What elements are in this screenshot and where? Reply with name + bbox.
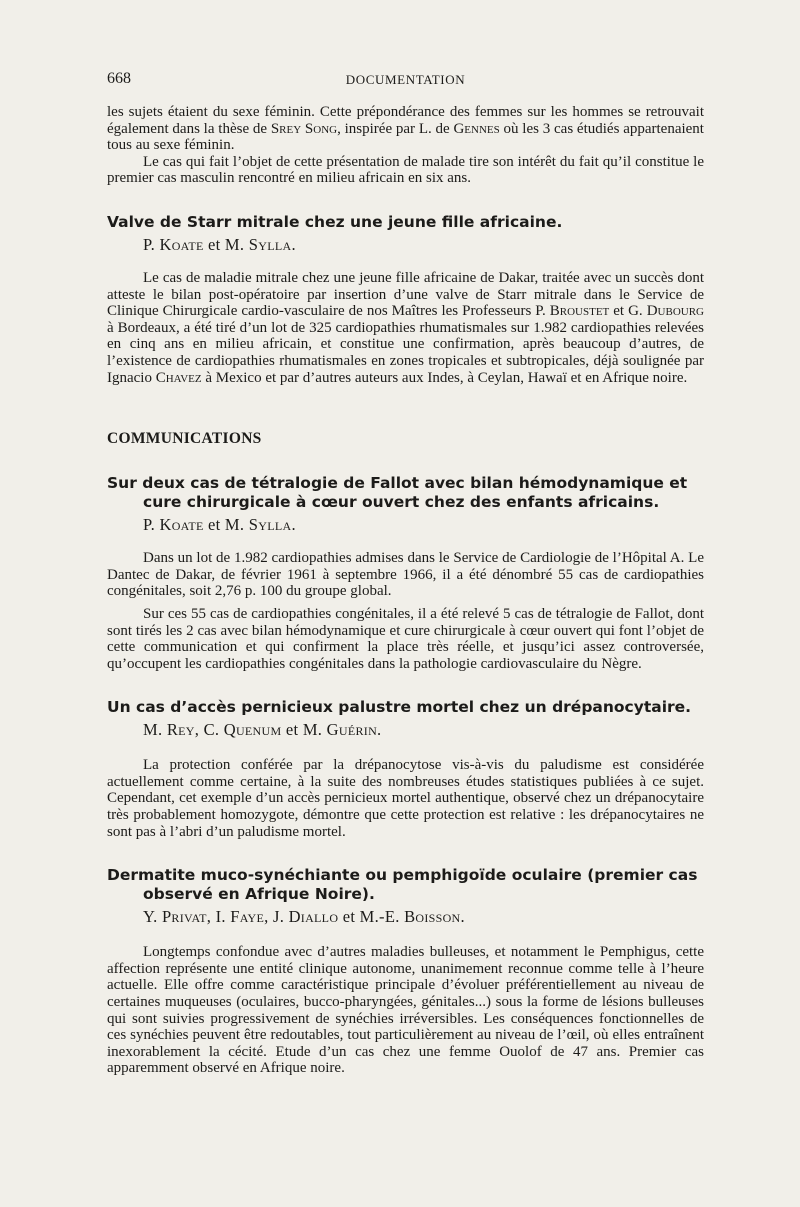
article-authors: P. Koate et M. Sylla. xyxy=(143,234,296,254)
article-title: Sur deux cas de tétralogie de Fallot avec bilan hémodynamique et cure chirurgicale à cœur ouvert chez des enfants africains. xyxy=(107,474,688,512)
article-title: Dermatite muco-synéchiante ou pemphigoïde oculaire (premier cas observé en Afrique Noire). xyxy=(107,866,698,904)
article-authors: P. Koate et M. Sylla. xyxy=(143,515,296,535)
author-name: Gennes xyxy=(453,120,500,137)
article-abstract: Le cas de maladie mitrale chez une jeune fille africaine de Dakar, traitée avec un succès dont atteste le bilan post-opératoire par insertion d’une valve de Starr mitrale dans le Service de Clinique Chirurgicale cardio-vasculaire de nos Maîtres les Professeurs P. Broustet et G. Dubourg à Bordeaux, a été tiré d’un lot de 325 cardiopathies rhumatismales sur 1.982 cardiopathies relevées en cinq ans en milieu africain, et constitue une confirmation, après beaucoup d’autres, de l’existence de cardiopathies rhumatismales en zones tropicales et subtropicales, déjà soulignée par Ignacio Chavez à Mexico et par d’autres auteurs aux Indes, à Ceylan, Hawaï et en Afrique noire. xyxy=(107,269,704,386)
running-head: DOCUMENTATION xyxy=(345,72,466,87)
intro-paragraph-2: Le cas qui fait l’objet de cette présentation de malade tire son intérêt du fait qu’il constitue le premier cas masculin rencontré en milieu africain en six ans. xyxy=(107,153,704,187)
article-title: Un cas d’accès pernicieux palustre mortel chez un drépanocytaire. xyxy=(107,698,692,717)
article-paragraph: Dans un lot de 1.982 cardiopathies admises dans le Service de Cardiologie de l’Hôpital A. Le Dantec de Dakar, de février 1961 à septembre 1966, il a été dénombré 55 cas de cardiopathies congénitales, soit 2,76 p. 100 du groupe global. xyxy=(107,550,704,600)
article-authors: Y. Privat, I. Faye, J. Diallo et M.-E. Boisson. xyxy=(143,907,465,927)
page-header xyxy=(107,70,704,90)
page-body xyxy=(107,104,704,1077)
author-name: Srey Song xyxy=(270,120,338,137)
page-number: 668 xyxy=(107,70,131,87)
article-paragraph: Sur ces 55 cas de cardiopathies congénitales, il a été relevé 5 cas de tétralogie de Fallot, dont sont tirés les 2 cas avec bilan hémodynamique et cure chirurgicale à cœur ouvert qui font l’objet de cette communication et qui confirment la place très réelle, et jusqu’ici assez controversée, qu’occupent les cardiopathies congénitales dans la pathologie cardiovasculaire du Nègre. xyxy=(107,605,704,672)
article-authors: M. Rey, C. Quenum et M. Guérin. xyxy=(143,720,382,740)
article-abstract: La protection conférée par la drépanocytose vis-à-vis du paludisme est considérée actuellement comme certaine, à la suite des nombreuses études statistiques publiées à ce sujet. Cependant, cet exemple d’un accès pernicieux mortel authentique, observé chez un drépanocytaire très probablement homozygote, démontre que cette protection est relative : les drépanocytaires ne sont pas à l’abri d’un paludisme mortel. xyxy=(107,757,704,840)
intro-paragraph-1: les sujets étaient du sexe féminin. Cette prépondérance des femmes sur les hommes se retrouvait également dans la thèse de Srey Song, inspirée par L. de Gennes où les 3 cas étudiés appartenaient tous au sexe féminin. xyxy=(107,104,704,154)
section-heading: COMMUNICATIONS xyxy=(107,430,262,448)
article-abstract: Longtemps confondue avec d’autres maladies bulleuses, et notamment le Pemphigus, cette affection représente une entité clinique autonome, unanimement reconnue comme telle à l’heure actuelle. Elle offre comme caractéristique principale d’évoluer préférentiellement au niveau de certaines muqueuses (oculaires, bucco-pharyngées, génitales...) sous la forme de lésions bulleuses qui sont suivies progressivement de synéchies irréversibles. Les conséquences fonctionnelles de ces synéchies peuvent être redoutables, tout particulièrement au niveau de l’œil, où elles entraînent inexorablement la cécité. Etude d’un cas chez une femme Ouolof de 47 ans. Premier cas apparemment observé en Afrique noire. xyxy=(107,944,704,1077)
article-title: Valve de Starr mitrale chez une jeune fille africaine. xyxy=(107,212,563,231)
